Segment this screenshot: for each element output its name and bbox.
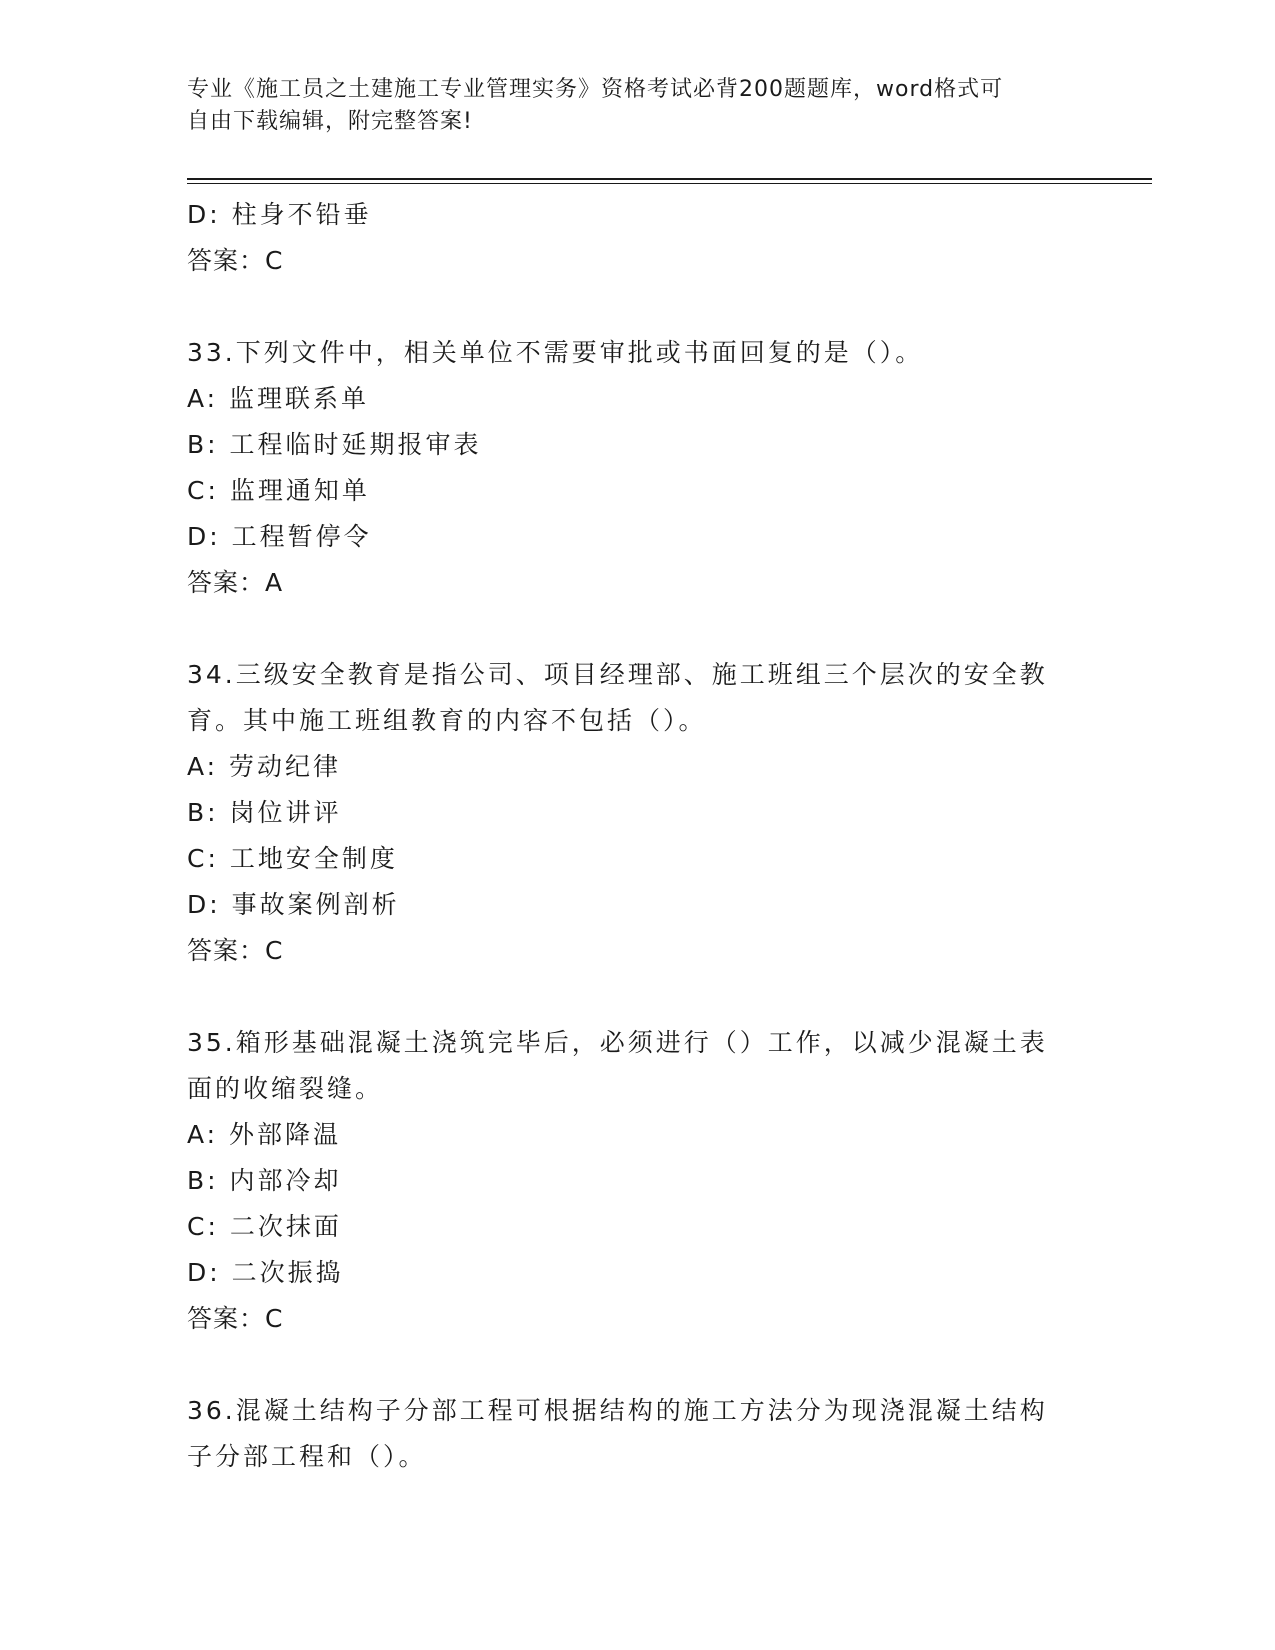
answer-line: 答案：A: [187, 568, 284, 597]
option-d: D: 事故案例剖析: [187, 890, 400, 919]
option-c: C: 二次抹面: [187, 1212, 342, 1241]
option-d: D: 柱身不铅垂: [187, 200, 372, 229]
previous-question-tail: [187, 192, 1087, 284]
question-text: 33.下列文件中，相关单位不需要审批或书面回复的是（）。: [187, 338, 924, 367]
question-36: [187, 1388, 1087, 1480]
spacer: [187, 974, 1087, 1020]
option-a: A: 外部降温: [187, 1120, 342, 1149]
option-c: C: 工地安全制度: [187, 844, 398, 873]
option-c: C: 监理通知单: [187, 476, 370, 505]
option-d: D: 二次振捣: [187, 1258, 344, 1287]
question-text-line-2: 育。其中施工班组教育的内容不包括（）。: [187, 706, 707, 735]
question-text-line-1: 34.三级安全教育是指公司、项目经理部、施工班组三个层次的安全教: [187, 660, 1048, 689]
option-b: B: 工程临时延期报审表: [187, 430, 482, 459]
question-text-line-2: 面的收缩裂缝。: [187, 1074, 384, 1103]
option-b: B: 内部冷却: [187, 1166, 342, 1195]
header-title-line-1: 专业《施工员之土建施工专业管理实务》资格考试必背200题题库，word格式可: [187, 77, 1004, 102]
answer-line: 答案：C: [187, 1304, 284, 1333]
header-title-line-2: 自由下载编辑，附完整答案!: [187, 109, 473, 134]
option-d: D: 工程暂停令: [187, 522, 372, 551]
spacer: [187, 284, 1087, 330]
question-text-line-2: 子分部工程和（）。: [187, 1442, 427, 1471]
question-text-line-1: 35.箱形基础混凝土浇筑完毕后，必须进行（）工作，以减少混凝土表: [187, 1028, 1048, 1057]
option-b: B: 岗位讲评: [187, 798, 342, 827]
question-text-line-1: 36.混凝土结构子分部工程可根据结构的施工方法分为现浇混凝土结构: [187, 1396, 1048, 1425]
spacer: [187, 606, 1087, 652]
question-35: [187, 1020, 1087, 1342]
header-divider-thick: [187, 178, 1152, 180]
option-a: A: 监理联系单: [187, 384, 370, 413]
spacer: [187, 1342, 1087, 1388]
document-content: [187, 192, 1087, 1480]
header-divider-thin: [187, 183, 1152, 184]
question-33: [187, 330, 1087, 606]
answer-line: 答案：C: [187, 936, 284, 965]
question-34: [187, 652, 1087, 974]
option-a: A: 劳动纪律: [187, 752, 342, 781]
answer-line: 答案：C: [187, 246, 284, 275]
document-header: [187, 74, 1067, 138]
